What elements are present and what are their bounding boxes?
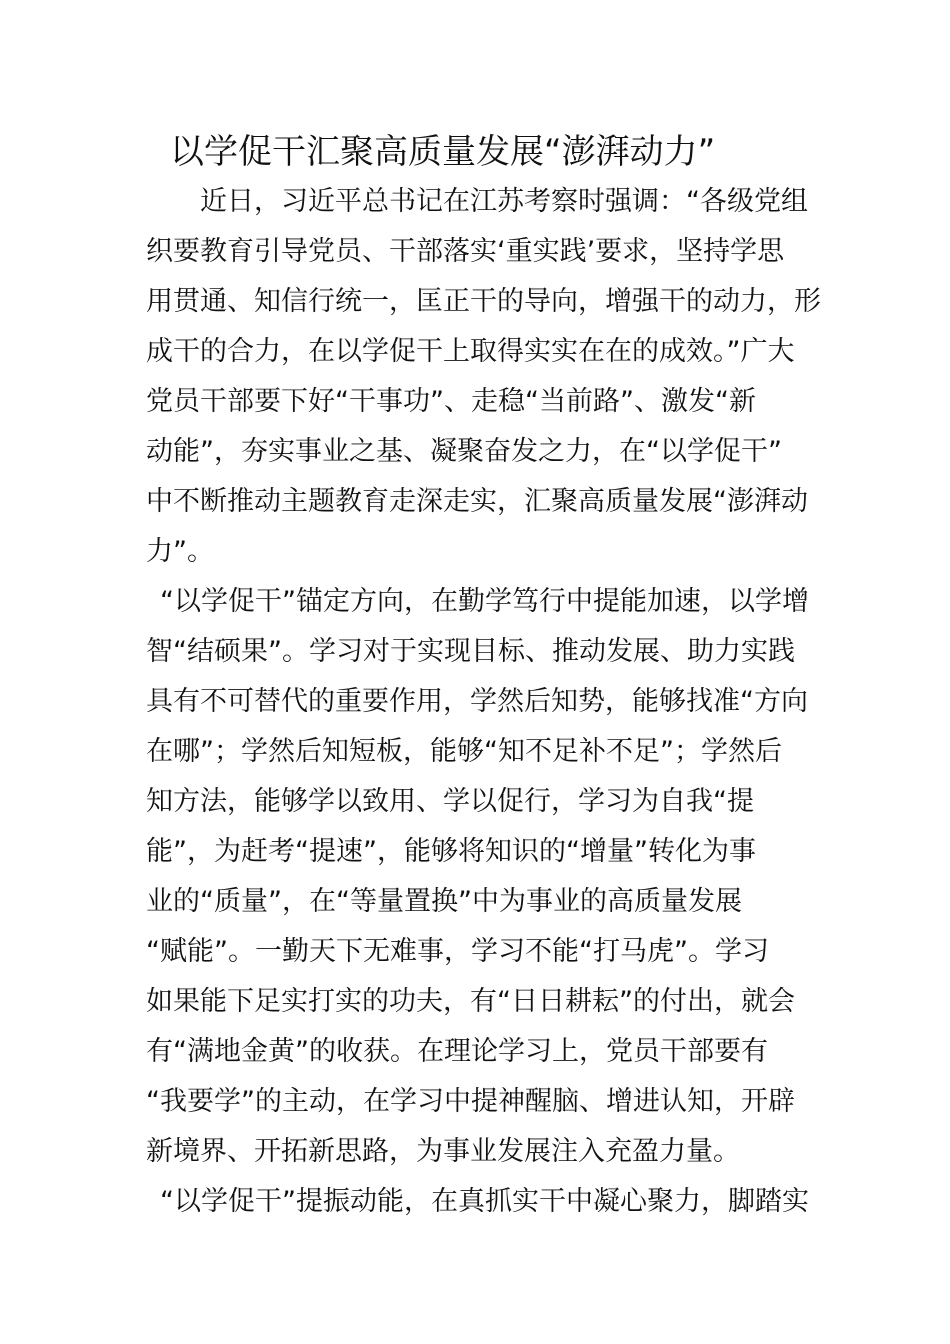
body-line: “以学促干”锚定方向，在勤学笃行中提能加速，以学增 bbox=[160, 586, 809, 617]
body-line: “我要学”的主动，在学习中提神醒脑、增进认知，开辟 bbox=[146, 1086, 795, 1117]
body-line: 智“结硕果”。学习对于实现目标、推动发展、助力实践 bbox=[146, 636, 795, 667]
body-line: “以学促干”提振动能，在真抓实干中凝心聚力，脚踏实 bbox=[160, 1186, 809, 1217]
body-line: 党员干部要下好“干事功”、走稳“当前路”、激发“新 bbox=[146, 386, 756, 417]
body-line: 具有不可替代的重要作用，学然后知势，能够找准“方向 bbox=[146, 686, 808, 717]
body-line: 成干的合力，在以学促干上取得实实在在的成效。”广大 bbox=[146, 336, 795, 367]
body-line: 动能”，夯实事业之基、凝聚奋发之力，在“以学促干” bbox=[146, 436, 782, 467]
body-line: 中不断推动主题教育走深走实，汇聚高质量发展“澎湃动 bbox=[146, 486, 808, 517]
body-line: 力”。 bbox=[146, 536, 214, 567]
body-line: 业的“质量”，在“等量置换”中为事业的高质量发展 bbox=[146, 886, 742, 917]
body-line: 用贯通、知信行统一，匡正干的导向，增强干的动力，形 bbox=[146, 286, 821, 317]
body-line: 织要教育引导党员、干部落实‘重实践’要求，坚持学思 bbox=[146, 236, 785, 267]
body-line: 近日，习近平总书记在江苏考察时强调：“各级党组 bbox=[146, 186, 808, 217]
body-line: 有“满地金黄”的收获。在理论学习上，党员干部要有 bbox=[146, 1036, 768, 1067]
body-line: 能”，为赶考“提速”，能够将知识的“增量”转化为事 bbox=[146, 836, 756, 867]
body-line: 新境界、开拓新思路，为事业发展注入充盈力量。 bbox=[146, 1136, 740, 1167]
body-line: 如果能下足实打实的功夫，有“日日耕耘”的付出，就会 bbox=[146, 986, 795, 1017]
body-line: 知方法，能够学以致用、学以促行，学习为自我“提 bbox=[146, 786, 754, 817]
body-line: “赋能”。一勤天下无难事，学习不能“打马虎”。学习 bbox=[146, 936, 769, 967]
body-line: 在哪”；学然后知短板，能够“知不足补不足”；学然后 bbox=[146, 736, 782, 767]
document-title: 以学促干汇聚高质量发展“澎湃动力” bbox=[170, 132, 716, 172]
